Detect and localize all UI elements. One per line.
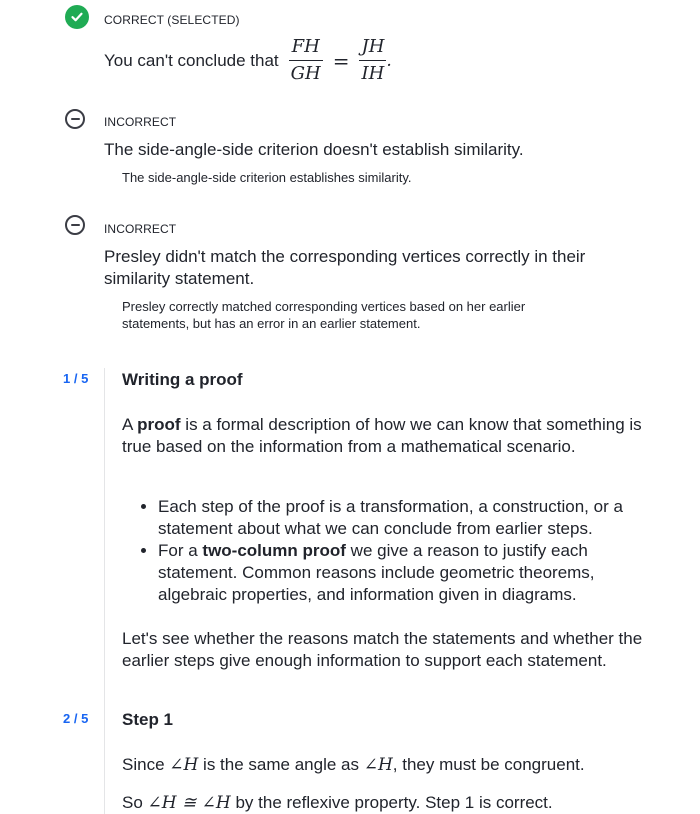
minus-circle-icon: [65, 215, 85, 235]
fraction-denominator: GH: [289, 60, 323, 87]
option-status: INCORRECT: [104, 222, 177, 236]
fraction-numerator: FH: [291, 36, 320, 57]
check-icon: [65, 5, 89, 29]
option-explanation: Presley correctly matched corresponding vertices based on her earlier statements, but has an error in an earlier statement.: [122, 299, 526, 331]
option-text: [104, 34, 392, 87]
option-status: CORRECT (SELECTED): [104, 13, 240, 27]
option-status: INCORRECT: [104, 115, 177, 129]
angle-h: ∠H: [147, 793, 177, 813]
angle-h: ∠H: [169, 755, 199, 775]
text-segment: A: [122, 415, 138, 434]
congruent-sign: ≅: [176, 793, 202, 813]
bullet-item: [158, 540, 652, 606]
bullet-item: • Each step of the proof is a transformation, a construction, or a statement about what we can conclude from earlier steps.: [158, 496, 652, 540]
angle-h: ∠H: [201, 793, 231, 813]
text-segment: So: [122, 793, 148, 812]
text-segment: , they must be congruent.: [392, 755, 585, 774]
step-paragraph: [122, 414, 642, 458]
fraction-denominator: IH: [359, 60, 386, 87]
step-line: [122, 792, 662, 814]
step-line: [122, 754, 662, 776]
option-text-prefix: You can't conclude that: [104, 50, 279, 70]
step-counter: 2 / 5: [63, 711, 89, 726]
term-proof: proof: [137, 415, 181, 434]
minus-circle-icon: [65, 109, 85, 129]
option-explanation: The side-angle-side criterion establishes similarity.: [122, 170, 412, 185]
period: .: [386, 50, 392, 71]
steps-divider: [104, 368, 105, 814]
equals-sign: =: [332, 48, 350, 73]
term-two-column-proof: two-column proof: [202, 541, 346, 560]
text-segment: Since: [122, 755, 170, 774]
text-segment: is a formal description of how we can know that something is true based on the information from a mathematical scenario.: [122, 415, 642, 456]
text-segment: we give a reason to justify each statement. Common reasons include geometric theorems, algebraic properties, and information given in diagrams.: [158, 541, 595, 604]
fraction-fh-gh: [289, 34, 323, 87]
option-text: The side-angle-side criterion doesn't establish similarity.: [104, 140, 524, 159]
step-title: Step 1: [122, 710, 174, 729]
option-text: Presley didn't match the corresponding vertices correctly in their similarity statement.: [104, 247, 586, 288]
text-segment: is the same angle as: [198, 755, 364, 774]
fraction-numerator: JH: [361, 36, 385, 57]
step-paragraph: Let's see whether the reasons match the statements and whether the earlier steps give enough information to support each statement.: [122, 629, 643, 670]
text-segment: For a: [158, 541, 203, 560]
bullet-list: [122, 496, 652, 606]
angle-h: ∠H: [363, 755, 393, 775]
step-title: Writing a proof: [122, 370, 243, 389]
fraction-jh-ih: [359, 34, 386, 87]
text-segment: by the reflexive property. Step 1 is correct.: [230, 793, 553, 812]
step-counter: 1 / 5: [63, 371, 89, 386]
